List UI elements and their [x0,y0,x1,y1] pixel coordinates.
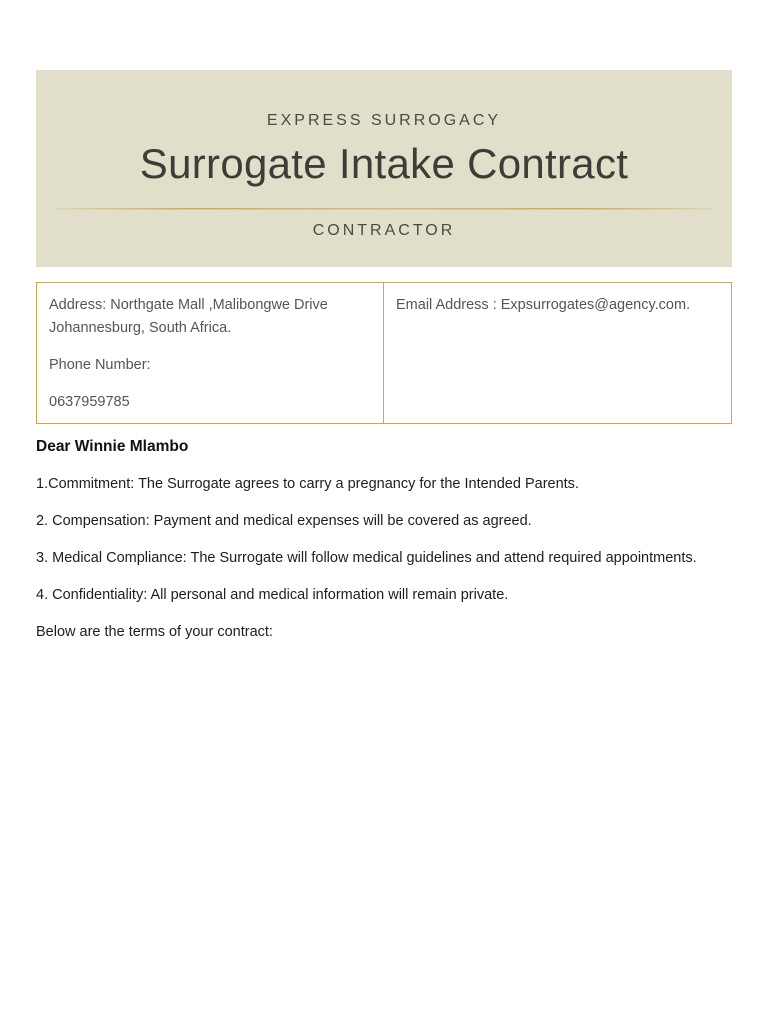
clause-medical-compliance: 3. Medical Compliance: The Surrogate will follow medical guidelines and attend required appointments. [36,550,697,566]
document-title: Surrogate Intake Contract [139,140,629,187]
party-label: CONTRACTOR [312,222,456,239]
contract-clauses [36,473,736,658]
company-name: EXPRESS SURROGACY [266,112,502,129]
contact-info-box [36,282,732,424]
header-band [36,70,732,267]
clause-confidentiality: 4. Confidentiality: All personal and medical information will remain private. [36,587,509,603]
email-column [384,283,731,423]
address-phone-column [37,283,384,423]
clause-commitment: 1.Commitment: The Surrogate agrees to carry a pregnancy for the Intended Parents. [36,476,579,492]
address-line-2: Johannesburg, South Africa. [49,320,232,336]
address-block [49,294,371,340]
salutation: Dear Winnie Mlambo [36,438,189,455]
phone-value: 0637959785 [49,394,130,410]
gold-divider-line [56,208,712,210]
phone-label: Phone Number: [49,357,151,373]
email-address: Email Address : Expsurrogates@agency.com. [396,297,691,313]
clause-compensation: 2. Compensation: Payment and medical expenses will be covered as agreed. [36,513,532,529]
closing-line: Below are the terms of your contract: [36,624,273,640]
address-line-1: Address: Northgate Mall ,Malibongwe Drive [49,297,328,313]
